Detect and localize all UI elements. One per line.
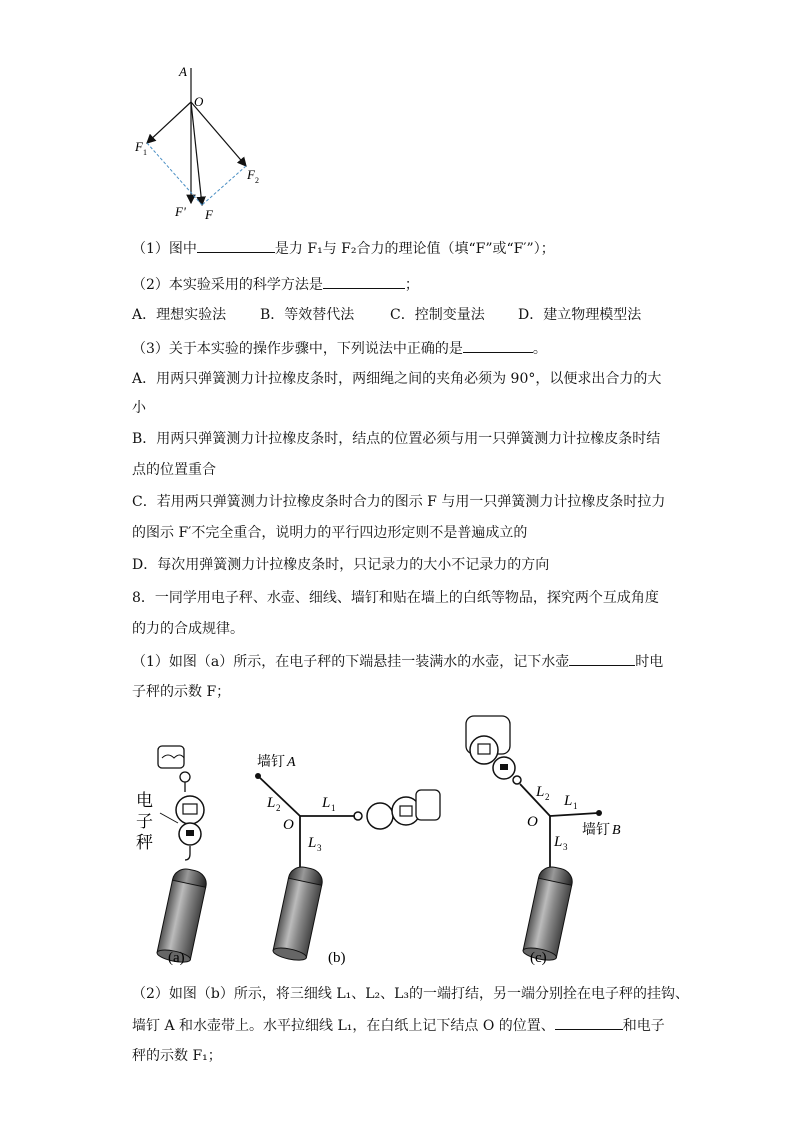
dashed-side-2 — [202, 166, 246, 205]
svg-text:2: 2 — [276, 803, 281, 813]
q8-2-prefix: 墙钉 A 和水壶带上。水平拉细线 L₁，在白纸上记下结点 O 的位置、 — [132, 1018, 555, 1034]
q8-intro-line2: 的力的合成规律。 — [132, 621, 244, 637]
figure-a — [136, 746, 209, 966]
q3-option-c-line2: 的图示 F′不完全重合，说明力的平行四边形定则不是普遍成立的 — [132, 525, 528, 541]
f2-arrow — [191, 102, 246, 166]
q8-1-suffix: 时电 — [635, 654, 664, 670]
scale-label-1: 电 — [136, 791, 153, 810]
svg-text:3: 3 — [563, 842, 568, 852]
hand-icon — [158, 746, 184, 768]
nail-a-letter: A — [287, 755, 296, 770]
caption-b: (b) — [328, 950, 346, 966]
q8-2-answer-blank[interactable] — [555, 1015, 623, 1030]
q3-option-b-line2: 点的位置重合 — [132, 462, 216, 478]
label-f: F — [205, 207, 213, 222]
svg-text:2: 2 — [545, 792, 550, 802]
q2-prefix: （2）本实验采用的科学方法是 — [132, 277, 323, 293]
q2-option-c: C．控制变量法 — [390, 307, 485, 323]
label-l3-b: L — [308, 835, 317, 851]
q2-answer-blank[interactable] — [323, 274, 405, 289]
label-f2: F — [247, 167, 255, 182]
q8-2-line2 — [132, 1015, 665, 1036]
label-l2-c: L — [536, 784, 545, 800]
q3-line — [132, 338, 547, 359]
label-fprime: F' — [175, 204, 186, 219]
svg-text:1: 1 — [331, 803, 336, 813]
q2-option-a: A．理想实验法 — [132, 307, 227, 323]
q8-2-line1: （2）如图（b）所示，将三细线 L₁、L₂、L₃的一端打结，另一端分别拴在电子秤的挂钩、 — [132, 986, 690, 1002]
q8-2-suffix: 和电子 — [622, 1018, 665, 1034]
f-arrow — [191, 102, 202, 205]
q3-option-a-line1: A．用两只弹簧测力计拉橡皮条时，两细绳之间的夹角必须为 90°，以便求出合力的大 — [132, 371, 662, 387]
hook-icon — [185, 846, 190, 860]
caption-a: (a) — [168, 950, 185, 966]
nail-a-label: 墙钉 — [257, 755, 285, 770]
q3-prefix: （3）关于本实验的操作步骤中，下列说法中正确的是 — [132, 341, 463, 357]
scale-b-bottom — [367, 803, 393, 829]
caption-c: (c) — [530, 950, 547, 966]
q1-line — [132, 238, 555, 259]
apparatus-illustration — [130, 710, 650, 975]
label-f1-sub: 1 — [143, 148, 147, 157]
label-o: O — [194, 94, 204, 109]
svg-text:3: 3 — [317, 843, 322, 853]
nail-b-letter: B — [612, 823, 621, 838]
q2-suffix: ； — [404, 277, 419, 293]
svg-text:1: 1 — [573, 801, 578, 811]
nail-b-dot — [596, 810, 602, 816]
q1-suffix: 是力 F₁与 F₂合力的理论值（填“F”或“F′”）； — [274, 241, 555, 257]
q3-option-d: D．每次用弹簧测力计拉橡皮条时，只记录力的大小不记录力的方向 — [132, 557, 550, 573]
q3-suffix: 。 — [532, 341, 547, 357]
scale-label-2: 子 — [136, 812, 153, 831]
nail-b-label: 墙钉 — [582, 823, 610, 838]
label-a: A — [179, 64, 187, 79]
q2-option-b: B．等效替代法 — [260, 307, 355, 323]
scale-label-3: 秤 — [136, 833, 153, 852]
hand-b-icon — [416, 790, 440, 820]
label-o-b: O — [283, 817, 294, 833]
label-l1-b: L — [322, 795, 331, 811]
q8-1-answer-blank[interactable] — [569, 651, 635, 666]
dashed-side-1 — [147, 143, 202, 205]
q2-line — [132, 274, 419, 295]
q1-answer-blank[interactable] — [197, 238, 275, 253]
q3-answer-blank[interactable] — [463, 338, 533, 353]
q1-prefix: （1）图中 — [132, 241, 197, 257]
label-f1: F — [135, 139, 143, 154]
label-l1-c: L — [564, 793, 573, 809]
label-l3-c: L — [554, 834, 563, 850]
q3-option-a-line2: 小 — [132, 400, 146, 416]
figure-c — [466, 716, 621, 966]
label-f2-sub: 2 — [255, 176, 259, 185]
q3-option-c-line1: C．若用两只弹簧测力计拉橡皮条时合力的图示 F 与用一只弹簧测力计拉橡皮条时拉力 — [132, 494, 666, 510]
scale-body-top — [176, 796, 204, 824]
force-parallelogram-diagram — [125, 60, 275, 225]
label-l2-b: L — [267, 795, 276, 811]
q8-1-line2: 子秤的示数 F； — [132, 684, 231, 700]
label-o-c: O — [527, 814, 538, 830]
q8-2-line3: 秤的示数 F₁； — [132, 1048, 222, 1064]
q8-intro-line1: 8．一同学用电子秤、水壶、细线、墙钉和贴在墙上的白纸等物品，探究两个互成角度 — [132, 590, 659, 606]
kettle-b — [272, 864, 325, 962]
figure-b — [255, 753, 440, 966]
q8-1-prefix: （1）如图（a）所示，在电子秤的下端悬挂一装满水的水壶，记下水壶 — [132, 654, 570, 670]
q8-1-line1 — [132, 651, 663, 672]
kettle-c — [522, 864, 575, 962]
q2-option-d: D．建立物理模型法 — [518, 307, 642, 323]
q3-option-b-line1: B．用两只弹簧测力计拉橡皮条时，结点的位置必须与用一只弹簧测力计拉橡皮条时结 — [132, 431, 661, 447]
f1-arrow — [147, 102, 191, 143]
